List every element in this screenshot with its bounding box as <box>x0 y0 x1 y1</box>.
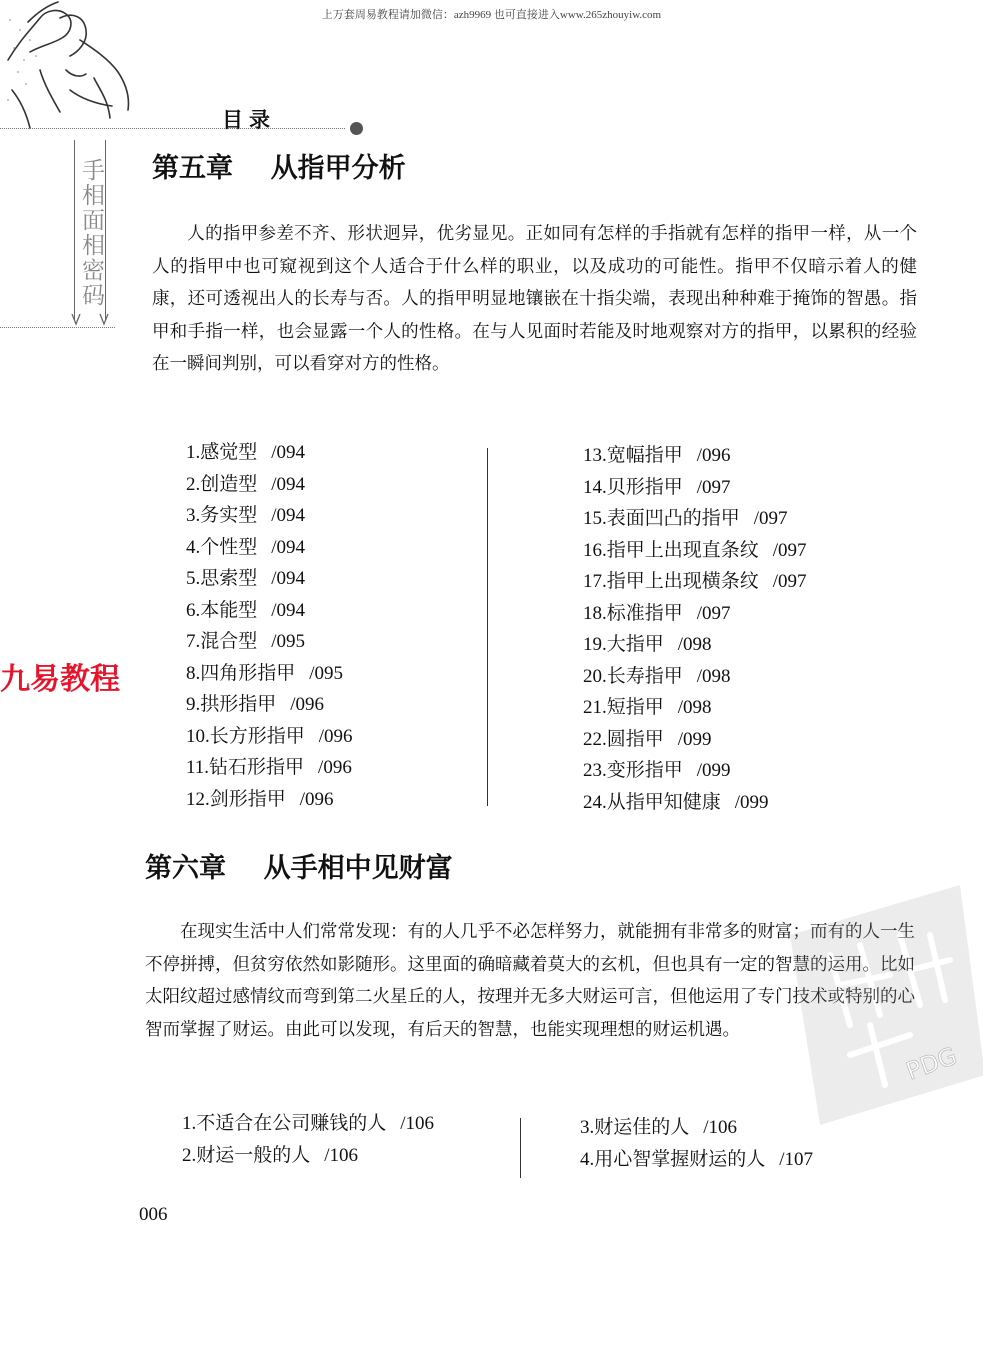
top-banner: 上万套周易教程请加微信：azh9969 也可直接进入www.265zhouyiw.com <box>321 9 662 21</box>
bullet-dot-icon <box>350 122 363 135</box>
column-divider <box>520 1118 521 1178</box>
toc-item[interactable]: 24.从指甲知健康 /099 <box>583 791 769 813</box>
watermark-brand: 九易教程 <box>0 662 120 697</box>
toc-item[interactable]: 20.长寿指甲 /098 <box>583 665 731 687</box>
toc-item[interactable]: 9.拱形指甲 /096 <box>186 694 325 715</box>
column-divider <box>487 448 488 806</box>
toc-item[interactable]: 4.用心智掌握财运的人 /107 <box>580 1148 814 1170</box>
toc-item[interactable]: 1.不适合在公司赚钱的人 /106 <box>182 1113 435 1134</box>
toc-item[interactable]: 4.个性型 /094 <box>186 536 306 558</box>
toc-item[interactable]: 5.思索型 /094 <box>186 568 306 589</box>
chapter-5-toc-right <box>583 440 913 818</box>
toc-item[interactable]: 17.指甲上出现横条纹 /097 <box>583 571 807 592</box>
toc-item[interactable]: 18.标准指甲 /097 <box>583 602 731 624</box>
chapter-6-toc-left <box>182 1108 512 1171</box>
chapter-5-intro-text: 人的指甲参差不齐、形状迥异，优劣显见。正如同有怎样的手指就有怎样的指甲一样，从一个人的指甲中也可窥视到这个人适合于什么样的职业，以及成功的可能性。指甲不仅暗示着人的健康，还可透视出人的长寿与否。人的指甲明显地镶嵌在十指尖端，表现出种种难于掩饰的智愚。指甲和手指一样，也会显露一个人的性格。在与人见面时若能及时地观察对方的指甲，以累积的经验在一瞬间判别，可以看穿对方的性格。 <box>152 224 917 374</box>
toc-item[interactable]: 12.剑形指甲 /096 <box>186 788 334 810</box>
toc-item[interactable]: 3.财运佳的人 /106 <box>580 1117 738 1138</box>
pdg-stamp-text: PDG <box>902 1041 961 1086</box>
toc-item[interactable]: 7.混合型 /095 <box>186 631 306 652</box>
hand-illustration <box>0 0 150 135</box>
chapter-5-intro <box>152 218 917 381</box>
toc-item[interactable]: 10.长方形指甲 /096 <box>186 725 353 747</box>
page-number: 006 <box>139 1204 168 1225</box>
toc-item[interactable]: 2.创造型 /094 <box>186 473 306 495</box>
toc-item[interactable]: 13.宽幅指甲 /096 <box>583 445 731 466</box>
toc-item[interactable]: 23.变形指甲 /099 <box>583 760 731 781</box>
header-dotted-rule <box>0 128 345 129</box>
toc-item[interactable]: 22.圆指甲 /099 <box>583 728 712 750</box>
side-book-title <box>68 140 112 330</box>
toc-item[interactable]: 3.务实型 /094 <box>186 505 306 526</box>
side-title-text: 手相面相密码 <box>78 158 104 308</box>
toc-item[interactable]: 16.指甲上出现直条纹 /097 <box>583 539 807 561</box>
toc-item[interactable]: 1.感觉型 /094 <box>186 442 306 463</box>
toc-item[interactable]: 19.大指甲 /098 <box>583 634 712 655</box>
chapter-6-intro-text: 在现实生活中人们常常发现：有的人几乎不必怎样努力，就能拥有非常多的财富；而有的人一生不停拼搏，但贫穷依然如影随形。这里面的确暗藏着莫大的玄机，但也具有一定的智慧的运用。比如太阳纹超过感情纹而弯到第二火星丘的人，按理并无多大财运可言，但他运用了专门技术或特别的心智而掌握了财运。由此可以发现，有后天的智慧，也能实现理想的财运机遇。 <box>145 922 915 1040</box>
toc-label: 目录 <box>222 108 276 132</box>
toc-item[interactable]: 21.短指甲 /098 <box>583 697 712 718</box>
toc-item[interactable]: 6.本能型 /094 <box>186 599 306 621</box>
pdg-stamp <box>760 875 983 1135</box>
chapter-5-title: 第五章 从指甲分析 <box>152 153 406 184</box>
toc-item[interactable]: 8.四角形指甲 /095 <box>186 662 344 684</box>
chapter-6-title: 第六章 从手相中见财富 <box>145 853 453 884</box>
toc-item[interactable]: 14.贝形指甲 /097 <box>583 476 731 498</box>
toc-item[interactable]: 11.钻石形指甲 /096 <box>186 757 352 778</box>
arrow-down-icon <box>68 312 112 328</box>
chapter-5-toc-left <box>186 437 476 815</box>
toc-item[interactable]: 15.表面凹凸的指甲 /097 <box>583 508 788 529</box>
toc-item[interactable]: 2.财运一般的人 /106 <box>182 1144 359 1166</box>
